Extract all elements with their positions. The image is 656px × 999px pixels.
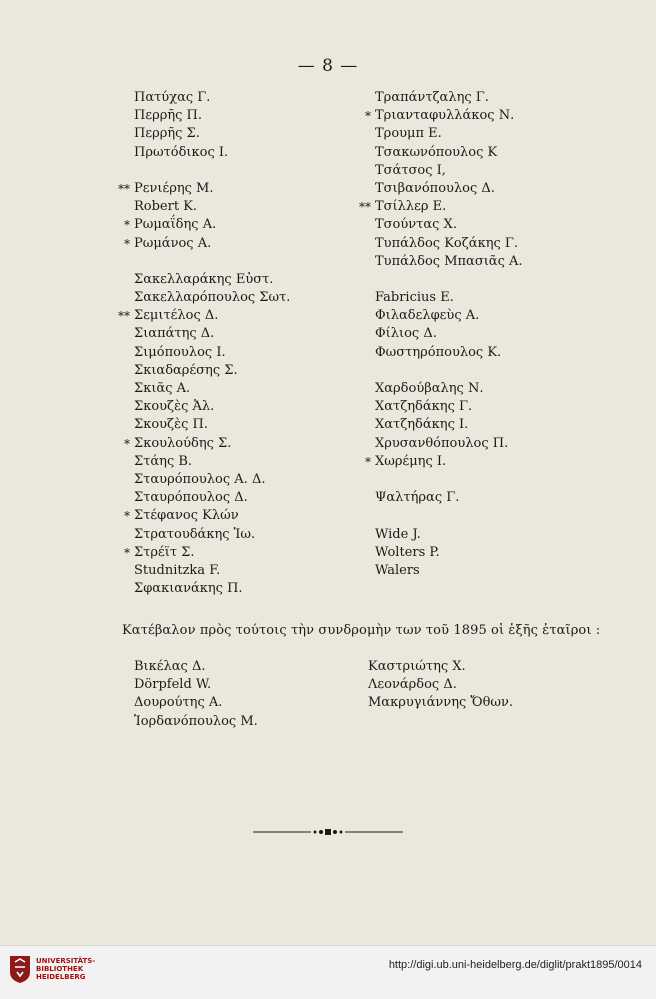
permalink-url[interactable]: http://digi.ub.uni-heidelberg.de/diglit/prakt1895/0014	[388, 959, 642, 971]
name-entry	[375, 307, 523, 325]
name-entry	[134, 526, 290, 544]
member-name: Σιαπάτης Δ.	[134, 326, 215, 342]
name-entry	[134, 471, 290, 489]
left-name-column	[118, 89, 291, 598]
member-name: Τσίλλερ Ε.	[375, 199, 447, 215]
name-entry	[134, 676, 258, 694]
name-entry	[134, 89, 290, 107]
name-entry	[375, 144, 523, 162]
member-name: Στάης Β.	[134, 453, 193, 469]
member-name: Τυπάλδος Κοζάκης Γ.	[375, 235, 519, 251]
name-entry	[359, 198, 523, 216]
name-entry	[375, 89, 523, 107]
member-name: Τσιβανόπουλος Δ.	[375, 180, 495, 196]
name-entry	[375, 289, 523, 307]
member-name: Βικέλας Δ.	[134, 659, 206, 674]
member-name: Σακελλαρόπουλος Σωτ.	[134, 290, 291, 306]
name-entry	[134, 562, 290, 580]
name-entry	[375, 526, 523, 544]
member-name: Ρωμαΐδης Α.	[134, 217, 217, 233]
member-name: Τραπάντζαλης Γ.	[375, 90, 489, 105]
name-entry	[134, 713, 258, 731]
name-entry	[365, 107, 523, 125]
right-name-column	[359, 89, 523, 580]
name-entry	[134, 580, 290, 598]
member-name: Ρενιέρης Μ.	[134, 180, 214, 196]
member-name: Φιλαδελφεὺς Α.	[375, 308, 480, 324]
name-entry	[375, 544, 523, 562]
name-entry	[375, 344, 523, 362]
name-entry	[375, 253, 523, 271]
name-entry	[134, 416, 290, 434]
name-entry	[375, 489, 523, 507]
member-name: Χωρέμης Ι.	[375, 453, 447, 469]
name-entry	[134, 398, 290, 416]
ornament-divider	[253, 826, 403, 838]
member-name: Σκουζὲς Ἀλ.	[134, 399, 215, 415]
university-seal-icon	[8, 954, 32, 984]
name-entry	[134, 253, 290, 271]
member-name: Ἰορδανόπουλος Μ.	[134, 713, 258, 729]
member-name: Περρῆς Π.	[134, 108, 203, 124]
name-entry	[375, 180, 523, 198]
name-entry	[124, 435, 290, 453]
name-entry	[375, 362, 523, 380]
member-name: Στρέϊτ Σ.	[134, 544, 195, 560]
member-name: Φωστηρόπουλος Κ.	[375, 344, 502, 360]
member-name: Wide J.	[375, 526, 421, 542]
name-entry	[375, 435, 523, 453]
name-entry	[375, 125, 523, 143]
membership-mark: **	[359, 200, 371, 215]
membership-mark: *	[124, 509, 130, 524]
member-name: Χατζηδάκης Ι.	[375, 417, 469, 433]
member-name: Τσακωνόπουλος Κ	[375, 144, 498, 160]
name-entry	[134, 107, 290, 125]
member-name: Σεμιτέλος Δ.	[134, 308, 219, 324]
name-entry	[368, 694, 513, 712]
name-entry	[375, 216, 523, 234]
name-entry	[134, 271, 290, 289]
membership-mark: *	[124, 545, 130, 560]
name-entry	[124, 544, 290, 562]
member-name: Σφακιανάκης Π.	[134, 581, 243, 597]
membership-mark: *	[124, 236, 130, 251]
name-entry	[118, 180, 290, 198]
member-name: Τυπάλδος Μπασιᾶς Α.	[375, 253, 523, 269]
name-entry	[118, 307, 290, 325]
name-entry	[375, 398, 523, 416]
member-name: Robert K.	[134, 199, 198, 215]
member-name: Τσούντας Χ.	[375, 217, 457, 233]
name-entry	[134, 658, 258, 676]
member-name: Τσάτσος Ι,	[375, 162, 446, 178]
member-name: Φίλιος Δ.	[375, 326, 437, 342]
payment-notice: Κατέβαλον πρὸς τούτοις τὴν συνδρομὴν των τοῦ 1895 οἱ ἑξῆς ἑταῖροι :	[122, 623, 601, 638]
name-entry	[375, 271, 523, 289]
member-name: Πατύχας Γ.	[134, 90, 211, 105]
member-name: Studnitzka F.	[134, 562, 221, 578]
member-name: Ρωμάνος Α.	[134, 235, 212, 251]
name-entry	[134, 694, 258, 712]
member-name: Μακρυγιάννης Ὄθων.	[368, 695, 514, 711]
name-entry	[375, 416, 523, 434]
member-name: Wolters P.	[375, 544, 440, 560]
member-name: Στρατουδάκης Ἰω.	[134, 526, 256, 542]
member-name: Σκιαδαρέσης Σ.	[134, 362, 238, 378]
library-name	[36, 957, 95, 981]
member-name: Χαρδούβαλης Ν.	[375, 381, 484, 396]
member-name: Σιμόπουλος Ι.	[134, 344, 226, 360]
name-entry	[134, 162, 290, 180]
member-name: Ψαλτήρας Γ.	[375, 490, 460, 506]
member-name: Σκουζὲς Π.	[134, 417, 208, 433]
name-entry	[134, 289, 290, 307]
membership-mark: **	[118, 181, 130, 196]
name-entry	[375, 380, 523, 398]
membership-mark: *	[124, 218, 130, 233]
name-entry	[134, 453, 290, 471]
name-entry	[375, 471, 523, 489]
membership-mark: *	[365, 109, 371, 124]
name-entry	[134, 125, 290, 143]
name-entry	[375, 325, 523, 343]
viewer-footer	[0, 945, 656, 999]
name-entry	[368, 658, 513, 676]
member-name: Σακελλαράκης Εὐστ.	[134, 271, 274, 287]
member-name: Σταυρόπουλος Δ.	[134, 490, 248, 506]
name-entry	[134, 489, 290, 507]
member-name: Σκιᾶς Α.	[134, 381, 191, 396]
member-name: Τριανταφυλλάκος Ν.	[375, 108, 515, 124]
page-number: — 8 —	[297, 56, 359, 76]
membership-mark: *	[124, 436, 130, 451]
member-name: Dörpfeld W.	[134, 677, 212, 693]
name-entry	[134, 325, 290, 343]
member-name: Καστριώτης Χ.	[368, 659, 466, 674]
member-name: Τρουμπ Ε.	[375, 126, 442, 142]
library-line: UNIVERSITÄTS-	[36, 957, 96, 965]
name-entry	[124, 507, 290, 525]
member-name: Walers	[375, 562, 420, 578]
name-entry	[124, 235, 290, 253]
name-entry	[134, 380, 290, 398]
library-line: HEIDELBERG	[36, 973, 86, 981]
membership-mark: *	[365, 454, 371, 469]
name-entry	[368, 676, 513, 694]
member-name: Fabricius E.	[375, 290, 454, 306]
member-name: Σκουλούδης Σ.	[134, 435, 232, 451]
member-name: Χρυσανθόπουλος Π.	[375, 435, 509, 451]
name-entry	[134, 144, 290, 162]
library-line: BIBLIOTHEK	[36, 965, 84, 973]
name-entry	[375, 507, 523, 525]
name-entry	[365, 453, 523, 471]
member-name: Στέφανος Κλών	[134, 508, 239, 524]
member-name: Λεονάρδος Δ.	[368, 677, 457, 693]
member-name: Περρῆς Σ.	[134, 126, 200, 142]
membership-mark: **	[118, 309, 130, 324]
name-entry	[134, 198, 290, 216]
member-name: Σταυρόπουλος Α. Δ.	[134, 471, 266, 487]
member-name: Χατζηδάκης Γ.	[375, 399, 473, 415]
left-payers-column	[134, 658, 258, 731]
name-entry	[375, 562, 523, 580]
name-entry	[375, 235, 523, 253]
member-name: Πρωτόδικος Ι.	[134, 144, 229, 160]
right-payers-column	[368, 658, 513, 713]
name-entry	[124, 216, 290, 234]
name-entry	[134, 344, 290, 362]
member-name: Δουρούτης Α.	[134, 695, 223, 711]
name-entry	[375, 162, 523, 180]
name-entry	[134, 362, 290, 380]
